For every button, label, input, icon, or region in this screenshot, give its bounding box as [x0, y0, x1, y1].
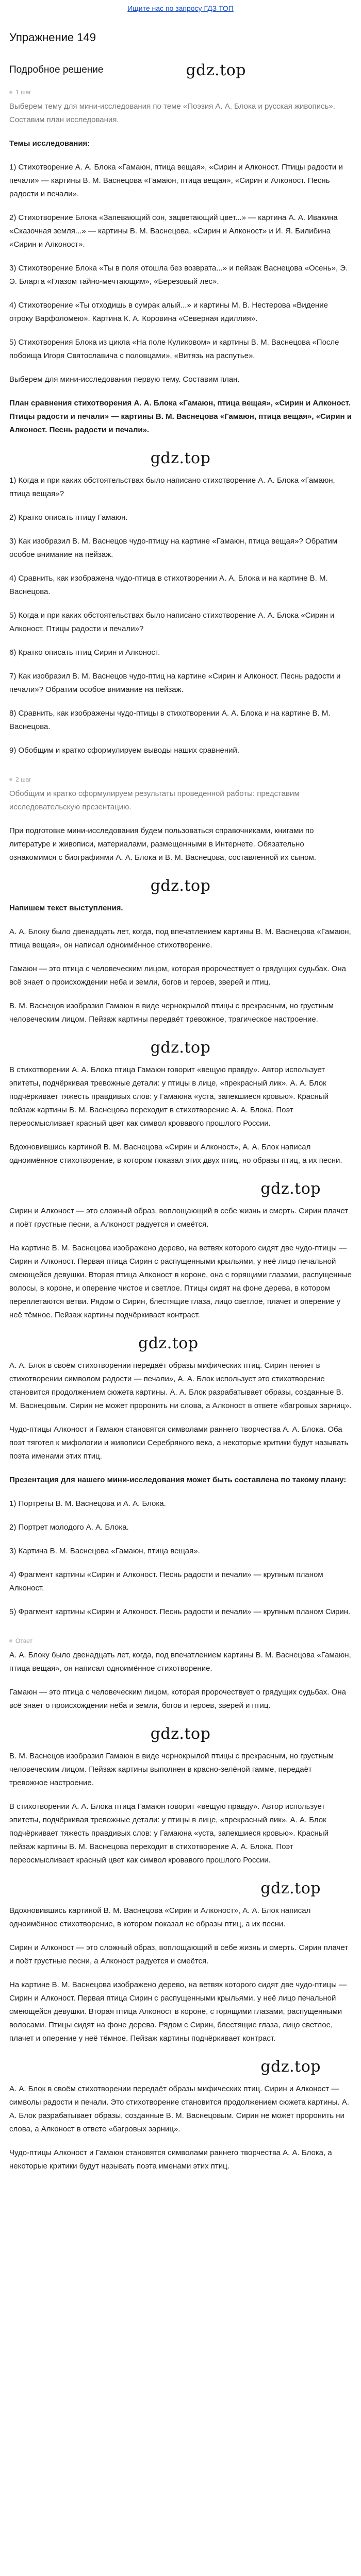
paragraph: 4) Фрагмент картины «Сирин и Алконост. Песнь радости и печали» — крупным планом Алконост.: [9, 1570, 323, 1592]
paragraph: При подготовке мини-исследования будем пользоваться справочниками, книгами по литературе и живописи, материалами, размещенными в Интернете. Обязательно ознакомимся с биографиями А. А. Блока и В. М. Васнецова, составленной их сыном.: [9, 826, 316, 862]
step-label: 1 шаг: [15, 89, 31, 96]
watermark: gdz.top: [260, 2058, 321, 2076]
paragraph: На картине В. М. Васнецова изображено дерево, на ветвях которого сидят две чудо-птицы — Сирин и Алконост. Первая птица Сирин с распущенными крыльями, у неё лицо печальной смеющейся девушки. Вторая птица Алконост в короне, она с горящими глазами, распущенные волосы, в короне, и оперение чистое и светлое. Птицы сидят на фоне дерева, в котором переплетаются ветви. Рядом о Сирин, блестящие глаза, лицо светлое, плачет и оперение у неё тёмное. Пейзаж картины подчёркивает контраст.: [9, 1244, 352, 1319]
paragraph: Вдохновившись картиной В. М. Васнецова «Сирин и Алконост», А. А. Блок написал одноимённое стихотворение, в котором показал не образы птиц, а их песни.: [9, 1906, 311, 1928]
paragraph: 8) Сравнить, как изображены чудо-птицы в стихотворении А. А. Блока и на картине В. М. Васнецова.: [9, 709, 331, 731]
paragraph: 7) Как изобразил В. М. Васнецов чудо-птиц на картине «Сирин и Алконост. Песнь радости и печали»? Обратим особое внимание на пейзаж.: [9, 672, 341, 694]
paragraph: 4) Сравнить, как изображена чудо-птица в стихотворении А. А. Блока и на картине В. М. Васнецова.: [9, 574, 328, 596]
answer-dot-icon: [9, 1639, 12, 1642]
paragraph: 3) Картина В. М. Васнецова «Гамаюн, птица вещая».: [9, 1547, 200, 1555]
paragraph: 2) Стихотворение Блока «Запевающий сон, зацветающий цвет...» — картина А. А. Ивакина «Сказочная земля...» — картины В. М. Васнецова, «Сирин и Алконост» и И. Я. Билибина «Сирин и Алконост».: [9, 213, 338, 249]
paragraph: Гамаюн — это птица с человеческим лицом, которая пророчествует о грядущих судьбах. Она всё знает о происхождении неба и земли, богов и героев, зверей и птиц.: [9, 964, 347, 987]
paragraph: А. А. Блок в своём стихотворении передаёт образы мифических птиц. Сирин и Алконост — символы радости и печали. Это стихотворение становится продолжением сюжета картины. А. А. Блок разрабатывает образы, созданные В. М. Васнецовым. Сирин не может проронить ни слова, а Алконост в ответе «багровых зарниц».: [9, 2084, 350, 2133]
watermark: gdz.top: [260, 1180, 321, 1198]
paragraph: Гамаюн — это птица с человеческим лицом, которая пророчествует о грядущих судьбах. Она всё знает о происхождении неба и земли, богов и героев, зверей и птиц.: [9, 1688, 347, 1710]
paragraph: Сирин и Алконост — это сложный образ, воплощающий в себе жизнь и смерть. Сирин плачет и поёт грустные песни, а Алконост радуется и смеётся.: [9, 1207, 349, 1229]
watermark: gdz.top: [138, 1334, 199, 1352]
paragraph: Сирин и Алконост — это сложный образ, воплощающий в себе жизнь и смерть. Сирин плачет и поёт грустные песни, а Алконост радуется и смеётся.: [9, 1943, 349, 1965]
paragraph: 9) Обобщим и кратко сформулируем выводы наших сравнений.: [9, 746, 240, 755]
watermark: gdz.top: [150, 1039, 211, 1057]
paragraph: В. М. Васнецов изобразил Гамаюн в виде чернокрылой птицы с прекрасным, но грустным человеческим лицом. Пейзаж картины передаёт тревожное, трагическое настроение.: [9, 1002, 334, 1024]
paragraph: В стихотворении А. А. Блока птица Гамаюн говорит «вещую правду». Автор использует эпитеты, подчёркивая тревожные детали: у птицы в лице, «прекрасный лик». А. А. Блок подчёркивает тяжесть правдивых слов: у Гамаюна «уста, запекшиеся кровью». Красный пейзаж картины В. М. Васнецова переходит в стихотворение А. А. Блока. Поэт переосмысливает красный цвет как символ кровавого прошлого России.: [9, 1065, 329, 1128]
paragraph: 3) Стихотворение Блока «Ты в поля отошла без возврата...» и пейзаж Васнецова «Осень», Э. Э. Бларта «Глазом тайно-мечтающим», «Березовый лес».: [9, 264, 348, 286]
paragraph: План сравнения стихотворения А. А. Блока «Гамаюн, птица вещая», «Сирин и Алконост. Птицы радости и печали» — картины В. М. Васнецова «Гамаюн, птица вещая», «Сирин и Алконост. Песнь радости и печали».: [9, 399, 352, 434]
paragraph: 4) Стихотворение «Ты отходишь в сумрак алый...» и картины М. В. Нестерова «Видение отроку Варфоломею». Картина К. А. Коровина «Северная идиллия».: [9, 301, 328, 323]
paragraph: 2) Портрет молодого А. А. Блока.: [9, 1523, 129, 1532]
step-badge: [9, 89, 31, 96]
answer-label: Ответ: [15, 1637, 32, 1645]
step-label: 2 шаг: [15, 776, 31, 783]
section-title: Подробное решение: [9, 64, 104, 75]
paragraph: Чудо-птицы Алконост и Гамаюн становятся символами раннего творчества А. А. Блока, а некоторые критики будут называть поэта именами этих птиц.: [9, 2148, 332, 2171]
paragraph: Презентация для нашего мини-исследования может быть составлена по такому плану:: [9, 1476, 347, 1484]
paragraph: 5) Стихотворения Блока из цикла «На поле Куликовом» и картины В. М. Васнецова «После побоища Игоря Святославича с половцами», «Витязь на распутье».: [9, 338, 339, 360]
paragraph: 2) Кратко описать птицу Гамаюн.: [9, 513, 128, 522]
step-dot-icon: [9, 91, 12, 94]
paragraph: А. А. Блок в своём стихотворении передаёт образы мифических птиц. Сирин пеняет в стихотворении символом радости — печали», А. А. Блок использует это стихотворение становится продолжением сюжета картины. А. А. Блок разрабатывает образы, созданные В. М. Васнецовым. Сирин не может проронить ни слова, а Алконост в ответе «багровых зарниц».: [9, 1361, 352, 1410]
paragraph: Обобщим и кратко сформулируем результаты проведенной работы: представим исследовательскую презентацию.: [9, 789, 300, 811]
watermark: gdz.top: [150, 1725, 211, 1743]
watermark: gdz.top: [150, 877, 211, 895]
paragraph: 3) Как изобразил В. М. Васнецов чудо-птицу на картине «Гамаюн, птица вещая»? Обратим особое внимание на пейзаж.: [9, 537, 338, 559]
paragraph: 6) Кратко описать птиц Сирин и Алконост.: [9, 648, 160, 657]
paragraph: Напишем текст выступления.: [9, 904, 123, 912]
paragraph: 5) Фрагмент картины «Сирин и Алконост. Песнь радости и печали» — крупным планом Сирин.: [9, 1607, 351, 1616]
page-title: Упражнение 149: [9, 31, 96, 44]
paragraph: В. М. Васнецов изобразил Гамаюн в виде чернокрылой птицы с прекрасным, но грустным человеческим лицом. Пейзаж картины выполнен в красно-зелёной гамме, передаёт тревожное настроение.: [9, 1752, 334, 1787]
watermark: gdz.top: [186, 61, 247, 79]
paragraph: Темы исследования:: [9, 139, 90, 148]
paragraph: В стихотворении А. А. Блока птица Гамаюн говорит «вещую правду». Автор использует эпитеты, подчёркивая тревожные детали: у птицы в лице, «прекрасный лик». А. А. Блок подчёркивает тяжесть правдивых слов: у Гамаюна «уста, запекшиеся кровью». Красный пейзаж картины В. М. Васнецова переходит в стихотворение А. А. Блока. Поэт переосмысливает красный цвет как символ кровавого прошлого России.: [9, 1802, 329, 1865]
search-hint-link[interactable]: Ищите нас по запросу ГДЗ ТОП: [127, 4, 234, 12]
answer-badge: [9, 1637, 32, 1645]
paragraph: Выберем тему для мини-исследования по теме «Поэзия А. А. Блока и русская живопись». Составим план исследования.: [9, 102, 335, 124]
step-dot-icon: [9, 778, 12, 781]
paragraph: А. А. Блоку было двенадцать лет, когда, под впечатлением картины В. М. Васнецова «Гамаюн, птица вещая», он написал одноимённое стихотворение.: [9, 1651, 351, 1673]
paragraph: На картине В. М. Васнецова изображено дерево, на ветвях которого сидят две чудо-птицы — Сирин и Алконост. Первая птица Сирин с распущенными крыльями, у неё лицо печальной смеющейся девушки. Вторая птица Алконост в короне, с горящими глазами, распущенными волосами. Птицы сидят на фоне дерева. Рядом с Сирин, блестящие глаза, лицо светлое, плачет и оперение у неё тёмное. Пейзаж картины подчёркивает контраст.: [9, 1980, 347, 2043]
solution-content: [0, 80, 361, 2173]
paragraph: Выберем для мини-исследования первую тему. Составим план.: [9, 375, 240, 384]
paragraph: 5) Когда и при каких обстоятельствах было написано стихотворение А. А. Блока «Сирин и Алконост. Птицы радости и печали»?: [9, 611, 335, 633]
step-badge: [9, 776, 31, 783]
paragraph: А. А. Блоку было двенадцать лет, когда, под впечатлением картины В. М. Васнецова «Гамаюн, птица вещая», он написал одноимённое стихотворение.: [9, 927, 351, 950]
paragraph: Вдохновившись картиной В. М. Васнецова «Сирин и Алконост», А. А. Блок написал одноимённое стихотворение, в котором показал этих двух птиц, но образы птиц, а их песни.: [9, 1143, 342, 1165]
watermark: gdz.top: [150, 449, 211, 467]
watermark: gdz.top: [260, 1879, 321, 1897]
answer-block: [9, 1629, 352, 2173]
paragraph: 1) Стихотворение А. А. Блока «Гамаюн, птица вещая», «Сирин и Алконост. Птицы радости и печали» — картины В. М. Васнецова «Гамаюн, птица вещая», «Сирин и Алконост. Песнь радости и печали».: [9, 163, 343, 198]
paragraph: 1) Когда и при каких обстоятельствах было написано стихотворение А. А. Блока «Гамаюн, птица вещая»?: [9, 476, 335, 498]
paragraph: Чудо-птицы Алконост и Гамаюн становятся символами раннего творчества А. А. Блока. Оба поэт тяготел к мифологии и живописи Серебряного века, а некоторые критики будут называть поэта именами этих птиц.: [9, 1425, 349, 1461]
paragraph: 1) Портреты В. М. Васнецова и А. А. Блока.: [9, 1499, 166, 1508]
